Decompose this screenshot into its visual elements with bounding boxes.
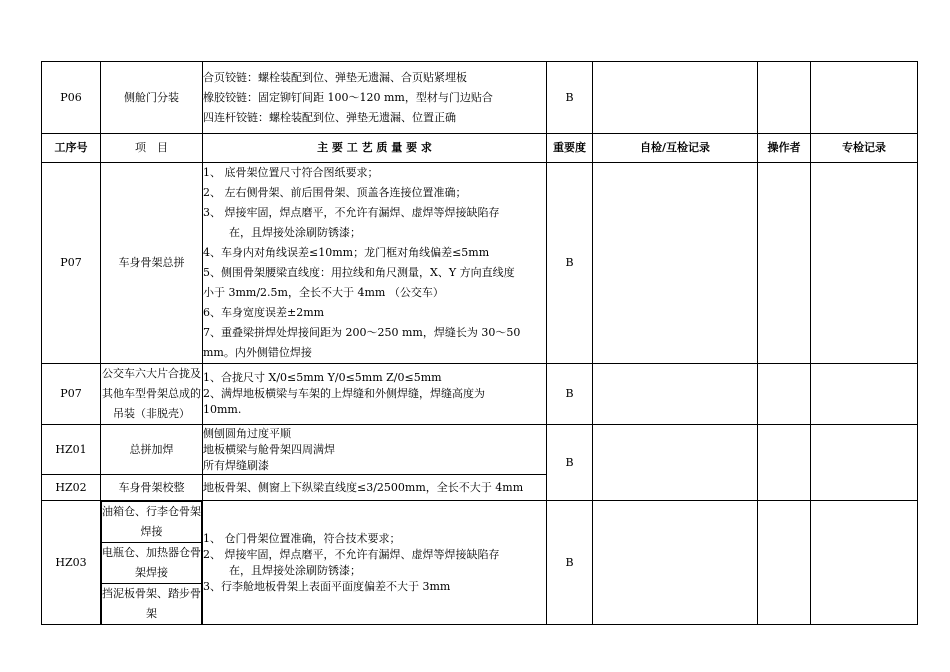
item-name: 总拼加焊 bbox=[101, 425, 203, 475]
operator-cell[interactable] bbox=[758, 62, 811, 134]
item-group bbox=[101, 501, 203, 625]
header-row bbox=[42, 134, 918, 163]
process-code: HZ02 bbox=[42, 475, 101, 501]
header-requirement: 主 要 工 艺 质 量 要 求 bbox=[203, 134, 547, 163]
req-line: 小于 3mm/2.5m，全长不大于 4mm （公交车） bbox=[203, 286, 444, 299]
requirements bbox=[203, 475, 547, 501]
process-quality-table bbox=[41, 61, 918, 625]
req-line: 合页铰链：螺栓装配到位、弹垫无遗漏、合页贴紧埋板 bbox=[203, 70, 467, 84]
operator-cell[interactable] bbox=[758, 163, 811, 364]
sub-item: 电瓶仓、加热器仓骨架焊接 bbox=[102, 543, 202, 584]
req-line: 4、车身内对角线误差≤10mm；龙门框对角线偏差≤5mm bbox=[203, 246, 490, 259]
req-line: 1、 底骨架位置尺寸符合图纸要求； bbox=[203, 166, 379, 179]
self-check-cell[interactable] bbox=[593, 425, 758, 501]
req-line: 侧刨圆角过度平顺 bbox=[203, 426, 291, 440]
process-code: HZ01 bbox=[42, 425, 101, 475]
importance: B bbox=[547, 364, 593, 425]
req-line: 3、行李舱地板骨架上表面平面度偏差不大于 3mm bbox=[203, 579, 451, 593]
special-check-cell[interactable] bbox=[811, 501, 918, 625]
req-line: 橡胶铰链：固定铆钉间距 100～120 mm，型材与门边贴合 bbox=[203, 90, 493, 104]
item-name: 侧舱门分装 bbox=[101, 62, 203, 134]
row-hz03 bbox=[42, 501, 918, 625]
req-line: 1、 仓门骨架位置准确，符合技术要求； bbox=[203, 531, 401, 545]
process-code: P07 bbox=[42, 163, 101, 364]
process-code: P07 bbox=[42, 364, 101, 425]
sub-item: 挡泥板骨架、踏步骨架 bbox=[102, 584, 202, 625]
req-line: 10mm. bbox=[203, 403, 242, 416]
req-line: 在，且焊接处涂刷防锈漆； bbox=[229, 226, 361, 239]
requirements bbox=[203, 501, 547, 625]
operator-cell[interactable] bbox=[758, 501, 811, 625]
row-p07-bus-assembly bbox=[42, 364, 918, 425]
header-item: 项 目 bbox=[101, 134, 203, 163]
importance: B bbox=[547, 425, 593, 501]
req-line: 所有焊缝刷漆 bbox=[203, 458, 269, 472]
req-line: 地板骨架、侧窗上下纵梁直线度≤3/2500mm，全长不大于 4mm bbox=[203, 480, 524, 494]
operator-cell[interactable] bbox=[758, 425, 811, 501]
req-line: 6、车身宽度误差±2mm bbox=[203, 306, 325, 319]
header-operator: 操作者 bbox=[758, 134, 811, 163]
req-line: 1、合拢尺寸 X/0≤5mm Y/0≤5mm Z/0≤5mm bbox=[203, 371, 442, 384]
special-check-cell[interactable] bbox=[811, 163, 918, 364]
item-name: 车身骨架总拼 bbox=[101, 163, 203, 364]
self-check-cell[interactable] bbox=[593, 364, 758, 425]
operator-cell[interactable] bbox=[758, 364, 811, 425]
item-name: 公交车六大片合拢及其他车型骨架总成的吊装（非脱壳） bbox=[101, 364, 203, 425]
process-code: HZ03 bbox=[42, 501, 101, 625]
row-p06 bbox=[42, 62, 918, 134]
requirements bbox=[203, 364, 547, 425]
sub-items bbox=[101, 501, 202, 624]
requirements bbox=[203, 425, 547, 475]
req-line: 5、侧围骨架腰梁直线度：用拉线和角尺测量，X、Y 方向直线度 bbox=[203, 266, 515, 279]
req-line: 7、重叠梁拼焊处焊接间距为 200～250 mm，焊缝长为 30～50 bbox=[203, 326, 521, 339]
requirements bbox=[203, 62, 547, 134]
special-check-cell[interactable] bbox=[811, 364, 918, 425]
req-line: 2、 焊接牢固，焊点磨平，不允许有漏焊、虚焊等焊接缺陷存 bbox=[203, 547, 500, 561]
req-line: mm。内外侧错位焊接 bbox=[203, 346, 312, 359]
row-p07-total-assembly bbox=[42, 163, 918, 364]
header-self-check: 自检/互检记录 bbox=[593, 134, 758, 163]
process-code: P06 bbox=[42, 62, 101, 134]
req-line: 2、满焊地板横梁与车架的上焊缝和外侧焊缝，焊缝高度为 bbox=[203, 387, 485, 400]
self-check-cell[interactable] bbox=[593, 62, 758, 134]
sub-item: 油箱仓、行李仓骨架焊接 bbox=[102, 502, 202, 543]
req-line: 2、 左右侧骨架、前后围骨架、顶盖各连接位置准确； bbox=[203, 186, 467, 199]
header-importance: 重要度 bbox=[547, 134, 593, 163]
req-line: 地板横梁与舱骨架四周满焊 bbox=[203, 442, 335, 456]
requirements bbox=[203, 163, 547, 364]
special-check-cell[interactable] bbox=[811, 62, 918, 134]
importance: B bbox=[547, 163, 593, 364]
req-line: 3、 焊接牢固，焊点磨平，不允许有漏焊、虚焊等焊接缺陷存 bbox=[203, 206, 500, 219]
special-check-cell[interactable] bbox=[811, 425, 918, 501]
header-special-check: 专检记录 bbox=[811, 134, 918, 163]
self-check-cell[interactable] bbox=[593, 163, 758, 364]
row-hz01 bbox=[42, 425, 918, 475]
importance: B bbox=[547, 62, 593, 134]
req-line: 在，且焊接处涂刷防锈漆； bbox=[229, 563, 361, 577]
self-check-cell[interactable] bbox=[593, 501, 758, 625]
header-code: 工序号 bbox=[42, 134, 101, 163]
importance: B bbox=[547, 501, 593, 625]
req-line: 四连杆铰链：螺栓装配到位、弹垫无遗漏、位置正确 bbox=[203, 110, 456, 124]
item-name: 车身骨架校整 bbox=[101, 475, 203, 501]
